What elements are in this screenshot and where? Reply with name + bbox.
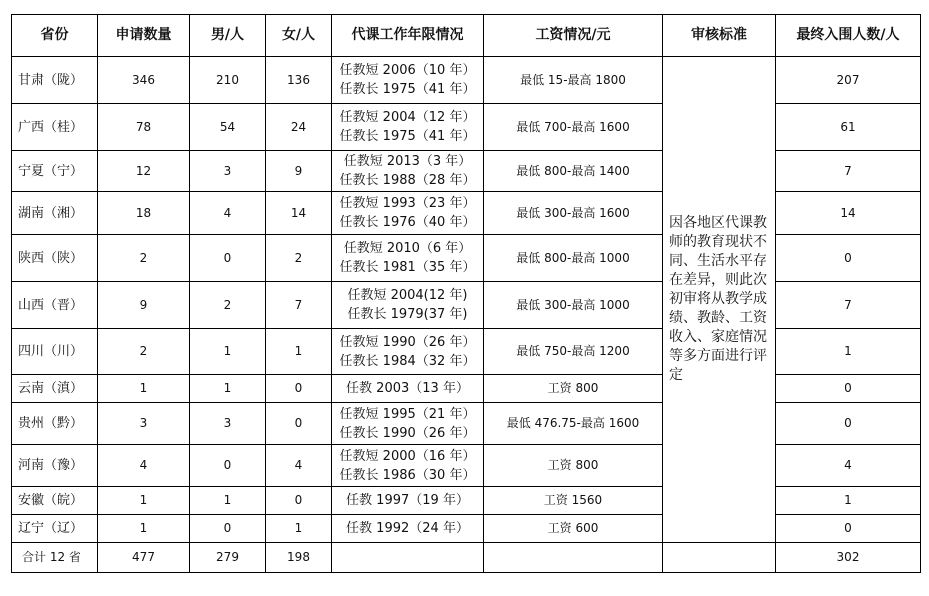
female-cell: 14 (266, 192, 332, 235)
female-cell: 4 (266, 445, 332, 487)
wage-cell: 工资 600 (484, 515, 663, 543)
total-final-cell: 302 (776, 543, 921, 573)
tenure-line-2: 任教长 1981（35 年） (339, 260, 476, 275)
wage-cell: 最低 800-最高 1000 (484, 235, 663, 282)
female-cell: 1 (266, 515, 332, 543)
tenure-cell (332, 282, 484, 329)
tenure-line-1: 任教短 2004（12 年） (339, 110, 476, 125)
header-wage: 工资情况/元 (484, 15, 663, 57)
wage-cell: 最低 800-最高 1400 (484, 151, 663, 192)
final-count-cell: 14 (776, 192, 921, 235)
tenure-line-2: 任教长 1976（40 年） (339, 215, 476, 230)
female-cell: 7 (266, 282, 332, 329)
table-row (12, 104, 921, 151)
applicants-cell: 3 (98, 403, 190, 445)
province-cell: 湖南（湘） (12, 192, 98, 235)
wage-cell: 最低 300-最高 1000 (484, 282, 663, 329)
female-cell: 136 (266, 57, 332, 104)
total-male-cell: 279 (190, 543, 266, 573)
applicants-cell: 1 (98, 375, 190, 403)
tenure-line-1: 任教短 1995（21 年） (339, 406, 476, 422)
tenure-cell (332, 515, 484, 543)
wage-cell: 最低 700-最高 1600 (484, 104, 663, 151)
table-row (12, 445, 921, 487)
final-count-cell: 7 (776, 282, 921, 329)
male-cell: 210 (190, 57, 266, 104)
review-criteria-cell: 因各地区代课教师的教育现状不同、生活水平存在差异，则此次初审将从教学成绩、教龄、工资收入、家庭情况等多方面进行评定 (663, 57, 776, 543)
province-cell: 安徽（皖） (12, 487, 98, 515)
tenure-cell (332, 329, 484, 375)
applicants-cell: 9 (98, 282, 190, 329)
female-cell: 2 (266, 235, 332, 282)
tenure-line-1: 任教短 2006（10 年） (339, 63, 476, 78)
tenure-line-1: 任教短 1993（23 年） (339, 196, 476, 211)
final-count-cell: 0 (776, 235, 921, 282)
province-cell: 宁夏（宁） (12, 151, 98, 192)
province-cell: 陕西（陕） (12, 235, 98, 282)
wage-cell: 最低 476.75-最高 1600 (484, 403, 663, 445)
applicants-cell: 1 (98, 515, 190, 543)
final-count-cell: 1 (776, 329, 921, 375)
total-tenure-cell (332, 543, 484, 573)
female-cell: 0 (266, 487, 332, 515)
tenure-line-2: 任教长 1979(37 年) (347, 307, 468, 322)
tenure-line-1: 任教短 1990（26 年） (339, 334, 476, 350)
applicants-cell: 78 (98, 104, 190, 151)
tenure-cell (332, 192, 484, 235)
applicants-cell: 2 (98, 329, 190, 375)
final-count-cell: 0 (776, 375, 921, 403)
final-count-cell: 207 (776, 57, 921, 104)
final-count-cell: 61 (776, 104, 921, 151)
male-cell: 4 (190, 192, 266, 235)
applicants-cell: 12 (98, 151, 190, 192)
tenure-cell (332, 235, 484, 282)
header-tenure: 代课工作年限情况 (332, 15, 484, 57)
header-male: 男/人 (190, 15, 266, 57)
female-cell: 1 (266, 329, 332, 375)
female-cell: 24 (266, 104, 332, 151)
final-count-cell: 7 (776, 151, 921, 192)
tenure-line-1: 任教 1997（19 年） (346, 493, 469, 508)
applicants-cell: 18 (98, 192, 190, 235)
application-summary-table (11, 14, 921, 573)
final-count-cell: 0 (776, 403, 921, 445)
header-province: 省份 (12, 15, 98, 57)
wage-cell: 最低 300-最高 1600 (484, 192, 663, 235)
tenure-cell (332, 375, 484, 403)
final-count-cell: 4 (776, 445, 921, 487)
male-cell: 0 (190, 235, 266, 282)
total-applicants-cell: 477 (98, 543, 190, 573)
tenure-line-1: 任教 2003（13 年） (346, 381, 469, 396)
wage-cell: 工资 800 (484, 375, 663, 403)
total-label-cell: 合计 12 省 (12, 543, 98, 573)
tenure-cell (332, 487, 484, 515)
header-review: 审核标准 (663, 15, 776, 57)
female-cell: 0 (266, 403, 332, 445)
final-count-cell: 1 (776, 487, 921, 515)
table-row (12, 487, 921, 515)
total-wage-cell (484, 543, 663, 573)
table-row (12, 151, 921, 192)
wage-cell: 最低 15-最高 1800 (484, 57, 663, 104)
province-cell: 广西（桂） (12, 104, 98, 151)
male-cell: 1 (190, 375, 266, 403)
male-cell: 54 (190, 104, 266, 151)
province-cell: 贵州（黔） (12, 403, 98, 445)
tenure-line-2: 任教长 1990（26 年） (339, 425, 476, 441)
province-cell: 云南（滇） (12, 375, 98, 403)
tenure-line-1: 任教短 2013（3 年） (343, 154, 472, 169)
header-row (12, 15, 921, 57)
table-row (12, 329, 921, 375)
male-cell: 2 (190, 282, 266, 329)
male-cell: 3 (190, 151, 266, 192)
header-applicants: 申请数量 (98, 15, 190, 57)
tenure-cell (332, 403, 484, 445)
tenure-cell (332, 57, 484, 104)
table-row (12, 192, 921, 235)
table-row (12, 403, 921, 445)
tenure-line-1: 任教短 2004(12 年) (347, 288, 468, 303)
male-cell: 0 (190, 515, 266, 543)
applicants-cell: 2 (98, 235, 190, 282)
tenure-line-1: 任教 1992（24 年） (346, 521, 469, 536)
province-cell: 辽宁（辽） (12, 515, 98, 543)
province-cell: 山西（晋） (12, 282, 98, 329)
tenure-cell (332, 445, 484, 487)
table-row (12, 375, 921, 403)
header-female: 女/人 (266, 15, 332, 57)
male-cell: 1 (190, 329, 266, 375)
table-row (12, 282, 921, 329)
male-cell: 1 (190, 487, 266, 515)
tenure-line-1: 任教短 2010（6 年） (343, 241, 472, 256)
province-cell: 四川（川） (12, 329, 98, 375)
table-row (12, 57, 921, 104)
female-cell: 9 (266, 151, 332, 192)
wage-cell: 最低 750-最高 1200 (484, 329, 663, 375)
tenure-line-2: 任教长 1986（30 年） (339, 467, 476, 483)
wage-cell: 工资 1560 (484, 487, 663, 515)
table-body (12, 57, 921, 573)
total-review-cell (663, 543, 776, 573)
province-cell: 甘肃（陇） (12, 57, 98, 104)
total-female-cell: 198 (266, 543, 332, 573)
male-cell: 3 (190, 403, 266, 445)
applicants-cell: 4 (98, 445, 190, 487)
applicants-cell: 346 (98, 57, 190, 104)
tenure-line-2: 任教长 1975（41 年） (339, 82, 476, 97)
tenure-line-1: 任教短 2000（16 年） (339, 448, 476, 464)
male-cell: 0 (190, 445, 266, 487)
table-row (12, 235, 921, 282)
tenure-line-2: 任教长 1975（41 年） (339, 129, 476, 144)
header-final: 最终入围人数/人 (776, 15, 921, 57)
final-count-cell: 0 (776, 515, 921, 543)
female-cell: 0 (266, 375, 332, 403)
tenure-cell (332, 104, 484, 151)
table-row (12, 515, 921, 543)
wage-cell: 工资 800 (484, 445, 663, 487)
applicants-cell: 1 (98, 487, 190, 515)
tenure-line-2: 任教长 1984（32 年） (339, 353, 476, 369)
tenure-line-2: 任教长 1988（28 年） (339, 173, 476, 188)
tenure-cell (332, 151, 484, 192)
total-row (12, 543, 921, 573)
province-cell: 河南（豫） (12, 445, 98, 487)
